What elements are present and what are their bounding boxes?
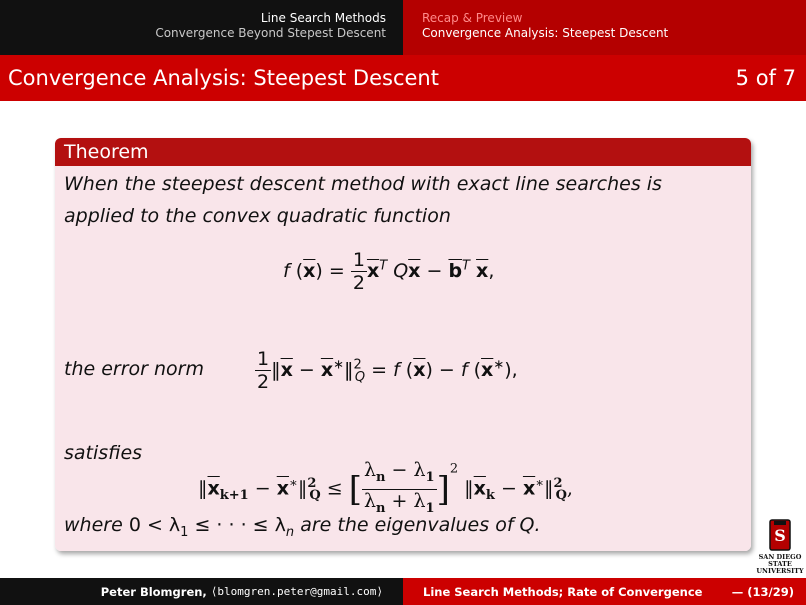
nav-section-line-search[interactable]: Line Search Methods (260, 11, 386, 25)
satisfies-label: satisfies (64, 442, 143, 464)
nav-subsection-steepest-descent[interactable]: Convergence Analysis: Steepest Descent (422, 26, 669, 40)
theorem-text-line-1: When the steepest descent method with exact line searches is (64, 173, 662, 195)
theorem-text-line-2: applied to the convex quadratic function (64, 205, 451, 227)
sdsu-shield-icon (756, 518, 804, 554)
equation-quadratic-function: f $(\overline{x})$ = $\frac{1}{2}$ $\overline{x}^T$ $Q\overline{x} - \overline{b}^T$ $\overline{x}$, (283, 249, 495, 294)
logo-line-1: SAN DIEGO STATE (758, 553, 802, 568)
frame-page-counter: 5 of 7 (735, 66, 796, 90)
nav-right (403, 0, 806, 55)
footer-page-number: — (13/29) (731, 584, 794, 599)
top-navigation (0, 0, 806, 55)
footer (0, 578, 806, 605)
frame-title-bar (0, 55, 806, 101)
svg-text:S: S (774, 526, 786, 545)
footer-email: ⟨blomgren.peter@gmail.com⟩ (210, 585, 383, 598)
sdsu-logo (756, 518, 804, 575)
footer-talk-title: Line Search Methods; Rate of Convergence (423, 584, 703, 599)
footer-author: Peter Blomgren, (100, 584, 207, 599)
footer-left (0, 578, 403, 605)
theorem-heading: Theorem (55, 138, 751, 166)
nav-left (0, 0, 403, 55)
footer-right (403, 578, 806, 605)
equation-error-norm: $\frac{1}{2}$ $‖\overline{x}$ − $\overline{x}^∗‖^2_Q = f$ $(\overline{x}) - f$ $(\overline{x}^∗)$, (257, 348, 518, 393)
logo-line-2: UNIVERSITY (756, 567, 804, 575)
theorem-body (55, 166, 751, 551)
error-norm-label: the error norm (64, 358, 204, 380)
theorem-block (55, 138, 751, 551)
equation-convergence-bound: $‖\overline{x}_{k+1}$ − $\overline{x}^∗‖^2_Q$ ≤ [ $\frac{\lambda_n - \lambda_1}{\lambda_n + \lambda_1}$ ]$^2$ $‖\overline{x}_k$ − $\overline{x}^∗‖^2_Q$, (198, 459, 573, 516)
nav-section-recap[interactable]: Recap & Preview (422, 11, 523, 25)
nav-subsection-convergence-beyond[interactable]: Convergence Beyond Stepest Descent (155, 26, 386, 40)
eigenvalue-statement: where $0 < \lambda_1$ ≤ · · · ≤ $\lambda_n$ are the eigenvalues of Q. (64, 514, 541, 540)
eigenvalue-statement-text: are the eigenvalues of Q. (300, 514, 541, 536)
frame-title: Convergence Analysis: Steepest Descent (8, 66, 439, 90)
